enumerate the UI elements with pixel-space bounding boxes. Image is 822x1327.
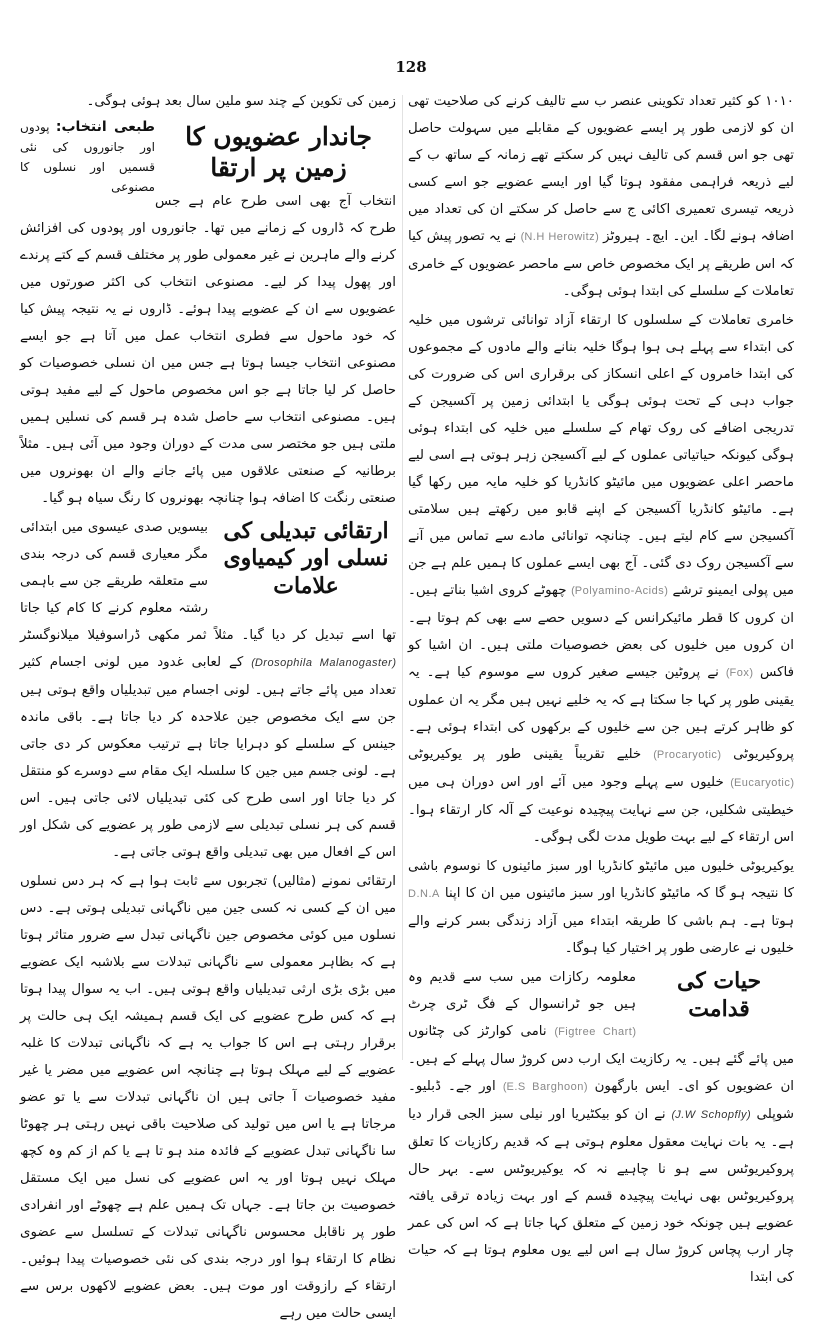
- latin-term: D.N.A: [408, 888, 440, 900]
- page-number: 128: [395, 58, 427, 76]
- side-note-text: پودوں اور جانوروں کی نئی قسمیں اور نسلوں کا مصنوعی: [20, 120, 155, 194]
- latin-term: (Fox): [725, 667, 754, 679]
- side-note: [20, 117, 155, 197]
- paragraph: ارتقائی تبدیلی کی نسلی اور کیمیاوی علامات بیسویں صدی عیسوی میں ابتدائی مگر معیاری قسم کی درجہ بندی سے متعلقہ طریقے جن سے باہمی رشتہ معلوم کرنے کا کام کیا جاتا تھا اسے تبدیل کر دیا گیا۔ مثلاً ثمر مکھی ڈراسوفیلا میلانوگسٹر (Drosophila Malanogaster) کے لعابی غدود میں لونی اجسام کثیر تعداد میں پائے جاتے ہیں۔ لونی اجسام میں تبدیلیاں واقع ہوتی ہیں جن سے ایک مخصوص جین علاحدہ کر دیا جاتا ہے۔ باقی ماندہ جینس کے سلسلے کو دہرایا جاتا ہے ترتیب معکوس کر دی جاتی ہے۔ لونی جسم میں جین کا سلسلہ ایک مقام سے دوسرے کو منتقل کر دیا جاتا اور اسی طرح کی کئی تبدیلیاں لائی جاتی ہیں۔ اس قسم کی ہر نسلی تبدیلی سے لازمی طور پر عضویے کی شکل اور اس کے افعال میں بھی تبدیلی واقع ہوتی جاتی ہے۔: [20, 517, 396, 860]
- paragraph: حیات کی قدامت معلومہ رکازات میں سب سے قدیم وہ ہیں جو ٹرانسوال کے فگ ٹری چرٹ (Figtree Chart) نامی کوارٹز کی چٹانوں میں پائے گئے ہیں۔ یہ رکازیت ایک ارب دس کروڑ سال پہلے کے ہیں۔ ان عضویوں کو ای۔ ایس بارگھون (E.S Barghoon) اور جے۔ ڈبلیو۔ شوپلی (J.W Schopfly) نے ان کو بیکٹیریا اور نیلی سبز الجی قرار دیا ہے۔ یہ بات نہایت معقول معلوم ہوتی ہے کہ قدیم رکازیات کا تعلق پروکیریوٹس سے ہو نا چاہیے نہ کہ یوکیریوٹس سے۔ بہر حال پروکیریوٹس بھی نہایت پیچیدہ قسم کے اور بہت زیادہ ترقی یافتہ عضویے ہیں چونکہ خود زمین کے متعلق کہا جاتا ہے کہ اس کی عمر چار ارب پچاس کروڑ سال ہے اس لیے یوں معلوم ہوتا ہے کہ حیات کی ابتدا: [408, 968, 794, 1285]
- paragraph: زمین کی تکوین کے چند سو ملین سال بعد ہوئی ہوگی۔: [86, 94, 396, 109]
- latin-term: (E.S Barghoon): [502, 1081, 588, 1093]
- right-column: [408, 88, 795, 1285]
- paragraph: ۱۰۱۰ کو کثیر تعداد تکوینی عنصر ب سے تالیف کرنے کی صلاحیت تھی ان کو لازمی طور پر ایسے عضویوں کے مقابلے میں سہولت حاصل تھی جو اس قسم کی تالیف نہیں کر سکتے تھے زمانہ کے ساتھ ب کے لیے ذریعہ فراہمی مفقود ہوتا گیا اور ایسے عضویے جو اسے کسی ذریعہ تیسری تعمیری اکائی ج سے حاصل کر سکتے ان کی تعداد میں اضافہ ہونے لگا۔ این۔ ایچ۔ ہیروٹز (N.H Herowitz) نے یہ تصور پیش کیا کہ اس طریقے پر ایک مخصوص خاص سے ماحصر عضویوں کے خامری تعاملات کے سلسلے کی ابتدا ہوئی ہوگی۔: [408, 94, 795, 299]
- latin-term: (N.H Herowitz): [520, 231, 599, 243]
- paragraph: ارتقائی نمونے (مثالیں) تجربوں سے ثابت ہوا ہے کہ ہر دس نسلوں میں ان کے کسی نہ کسی جین میں ناگہانی تبدیلی ہوتی ہے۔ دس نسلوں میں کوئی مخصوص جین ناگہانی تبدل سے ضرور متاثر ہوتا ہے کہ بظاہر معمولی سے ناگہانی تبدلات سے بلاشبہ ایک عضویے میں بڑی بڑی ارثی تبدیلیاں واقع ہوتی ہیں۔ اب یہ سوال پیدا ہوتا ہے کہ کس طرح عضویے کی ایک قسم ہمیشہ ایک ہی حالت پر برقرار رہتی ہے اس کا جواب یہ ہے کہ ناگہانی تبدلات کا غلبہ عضویے کے لیے مہلک ہوتا ہے چنانچہ اس عضویے میں مضر یا غیر مفید خصوصیات آ جاتی ہیں ان ناگہانی تبدلات سے یا تو عضو مرجاتا ہے یا اس میں تولید کی صلاحیت باقی نہیں رہتی ہر چھوٹا سا ناگہانی تبدل عضویے کے فائدہ مند ہو تا ہے یا کم از کم وہ کچھ مہلک نہیں ہوتا اور یہ اس عضویے کی نسل میں ایک مستقل خصوصیت بن جاتا ہے۔ جہاں تک ہمیں علم ہے چھوٹے اور انفرادی طور پر ناقابل محسوس ناگہانی تبدلات کے تسلسل سے عضوی نظام کا ارتقاء ہوا اور درجہ بندی کی نئی خصوصیات پیدا ہوئیں۔ ارتقاء کے رازوقت اور موت ہیں۔ بعض عضویے لاکھوں برس سے ایسی حالت میں رہے: [20, 873, 396, 1321]
- left-column: [20, 88, 396, 1321]
- latin-term: (Procaryotic): [653, 749, 722, 761]
- paragraph: انتخاب آج بھی اسی طرح عام ہے جس طرح کہ ڈاروں کے زمانے میں تھا۔ جانوروں اور پودوں کی افزائش کرنے والے ماہرین نے غیر معمولی طور پر مختلف قسم کے کتے پرندے اور پھول پیدا کر لیے۔ مصنوعی انتخاب کی اکثر صورتوں میں عضویوں سے ان کے عضویے پیدا ہوئے۔ ڈاروں نے یہ نتیجہ پیش کیا کہ خود ماحول سے فطری انتخاب عمل میں آتا ہے جو ایسے مصنوعی انتخاب جیسا ہوتا ہے جس میں ان نسلی خصوصیات کو حاصل کر لیا جاتا ہے جو اس مخصوص ماحول کے لیے مفید ہوتی ہیں۔ مصنوعی انتخاب سے حاصل شدہ ہر قسم کی نسلیں ہمیں ملتی ہیں جو مختصر سی مدت کے دوران وجود میں آئی ہیں۔ مثلاً برطانیہ کے صنعتی علاقوں میں پائے جانے والے ان بھونروں میں صنعتی رنگت کا اضافہ ہوا چنانچہ بھونروں کا رنگ سیاہ ہو گیا۔: [20, 193, 396, 506]
- section-heading-qadamat: حیات کی قدامت: [676, 968, 762, 1022]
- paragraph: خامری تعاملات کے سلسلوں کا ارتقاء آزاد توانائی ترشوں میں خلیہ کی ابتداء سے پہلے ہی ہوا ہوگا خلیہ بنانے والے مادوں کے مجموعوں کی ابتدا خامروں کے اعلی انسکاز کی برقراری اس کی ضرورت کی جواب دہی کے تحت ہوئی ہوگی یا ابتدائی زمین پر آکسیجن کے تدریجی اضافے کی روک تھام کے سلسلے میں خلیہ کی ابتداء ہوئی ہوگی کیونکہ حیاتیاتی عملوں کے لیے آکسیجن زہر ہوتی ہے اسی لیے ماحصر اعلی عضویوں میں مائیٹو کانڈریا کو خلیہ مایہ میں رکھا گیا ہے۔ مائیٹو کانڈریا آکسیجن کے اپنے قابو میں رکھتے ہیں سلامتی آکسیجن سے کام لیتے ہیں۔ چنانچہ توانائی مادے سے تماس میں آنے سے آکسیجن روک دی گئی۔ آج بھی ایسے عملوں کا ہمیں علم ہے جن میں پولی ایمینو ترشے (Polyamino-Acids) چھوٹے کروی اشیا بناتے ہیں۔ ان کروں کا قطر مائیکرانس کے دسویں حصے سے بھی کم ہوتا ہے۔ ان کروں میں خلیوں کی بعض خصوصیات ملتی ہیں۔ ان اشیا کو فاکس (Fox) نے پروٹین جیسے صغیر کروں سے موسوم کیا ہے۔ یہ یقینی طور پر کہا جا سکتا ہے کہ یہ خلیے نہیں ہیں مگر یہ ان عملوں کو ظاہر کرتے ہیں جن سے خلیوں کے برکھوں کی ابتداء ہوئی ہے۔ پروکیریوٹی (Procaryotic) خلیے تقریباً یقینی طور پر یوکیریوٹی (Eucaryotic) خلیوں سے پہلے وجود میں آئے اور اس دوران ہی میں خیطیتی شکلیں، جن سے نہایت پیچیدہ نوعیت کے آلہ کار ارتقاء ہوا۔ اس ارتقاء کے لیے بہت طویل مدت لگی ہوگی۔: [408, 313, 795, 845]
- column-divider: [402, 95, 403, 1060]
- latin-term: (Polyamino-Acids): [571, 585, 668, 597]
- paragraph: یوکیریوٹی خلیوں میں مائیٹو کانڈریا اور سبز مائینوں کا نوسوم باشی کا نتیجہ ہو گا کہ مائیٹو کانڈریا اور سبز مائینوں میں ان کا اپنا D.N.A ہوتا ہے۔ ہم باشی کا طریقہ ابتداء میں آزاد زندگی بسر کرنے والے خلیوں نے عارضی طور پر اختیار کیا ہوگا۔: [408, 859, 794, 956]
- side-note-title: طبعی انتخاب:: [55, 119, 155, 135]
- latin-term: (Figtree Chart): [554, 1026, 636, 1038]
- latin-term: (J.W Schopfly): [671, 1109, 751, 1121]
- section-heading-irtiqa: جاندار عضویوں کا زمین پر ارتقا: [185, 122, 372, 183]
- section-heading-tabdeeli: ارتقائی تبدیلی کی نسلی اور کیمیاوی علامات: [223, 517, 389, 599]
- latin-term: (Drosophila Malanogaster): [251, 656, 396, 669]
- latin-term: (Eucaryotic): [730, 777, 794, 789]
